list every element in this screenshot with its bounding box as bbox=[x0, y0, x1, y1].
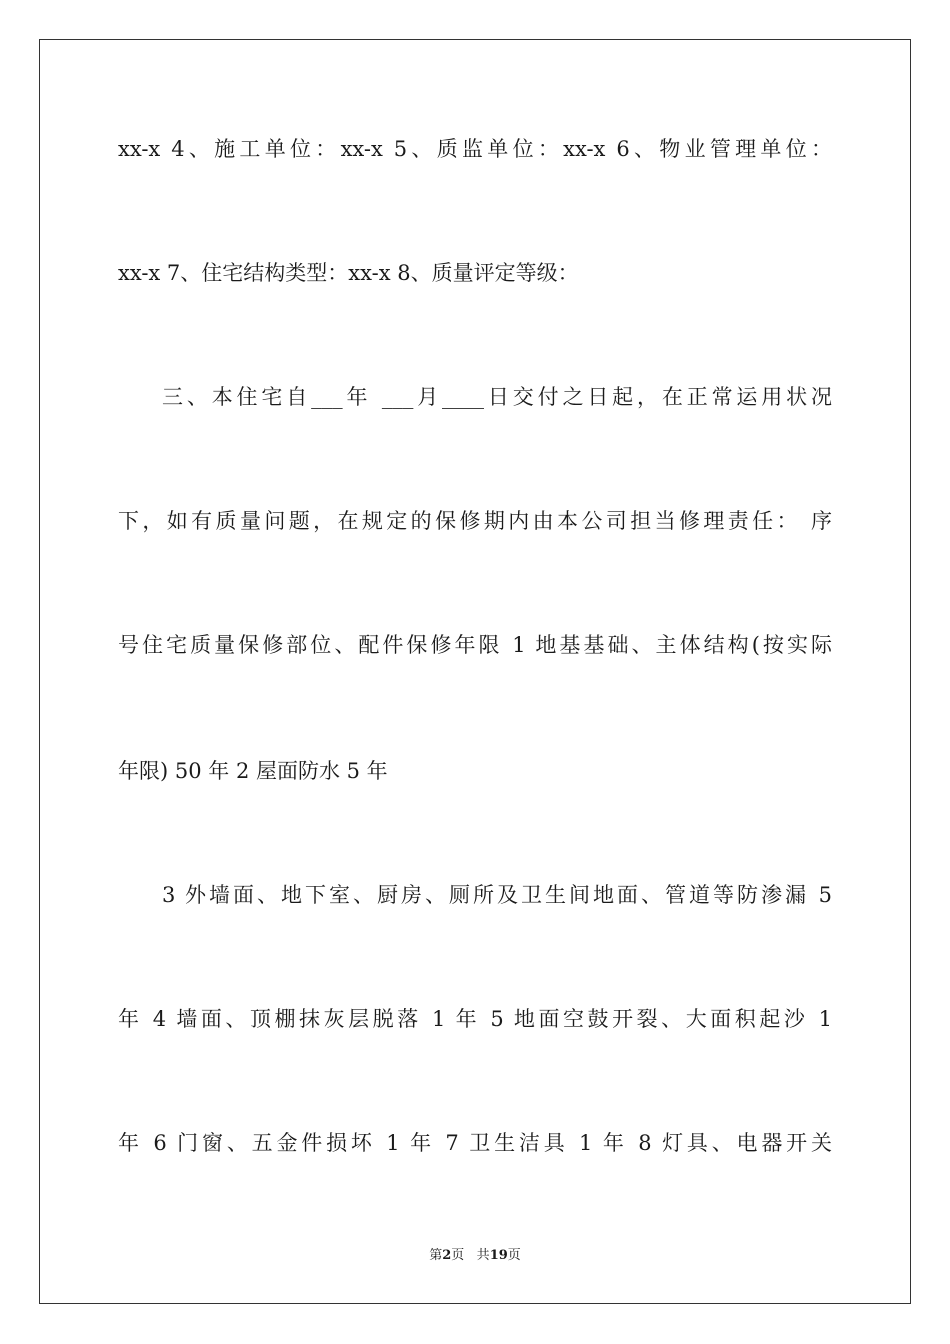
page-footer bbox=[0, 1244, 950, 1263]
body-line-1: xx-x 4、施工单位：xx-x 5、质监单位：xx-x 6、物业管理单位： bbox=[118, 137, 832, 161]
total-pages: 19 bbox=[489, 1248, 508, 1263]
total-prefix: 共 bbox=[476, 1248, 490, 1263]
page-prefix: 第 bbox=[429, 1248, 443, 1263]
body-line-5: 号住宅质量保修部位、配件保修年限 1 地基基础、主体结构(按实际 bbox=[118, 633, 832, 657]
page-number: 2 bbox=[442, 1248, 452, 1263]
body-line-6: 年限) 50 年 2 屋面防水 5 年 bbox=[118, 759, 388, 783]
body-line-7: 3 外墙面、地下室、厨房、厕所及卫生间地面、管道等防渗漏 5 bbox=[162, 883, 832, 907]
body-line-9: 年 6 门窗、五金件损坏 1 年 7 卫生洁具 1 年 8 灯具、电器开关 bbox=[118, 1131, 832, 1155]
page-border bbox=[39, 39, 911, 1304]
body-line-3: 三、本住宅自___年 ___月____日交付之日起，在正常运用状况 bbox=[162, 385, 832, 409]
page-suffix: 页 bbox=[451, 1248, 465, 1263]
body-line-2: xx-x 7、住宅结构类型：xx-x 8、质量评定等级： bbox=[118, 261, 579, 285]
body-line-4: 下，如有质量问题，在规定的保修期内由本公司担当修理责任： 序 bbox=[118, 509, 832, 533]
total-suffix: 页 bbox=[507, 1248, 521, 1263]
body-line-8: 年 4 墙面、顶棚抹灰层脱落 1 年 5 地面空鼓开裂、大面积起沙 1 bbox=[118, 1007, 832, 1031]
